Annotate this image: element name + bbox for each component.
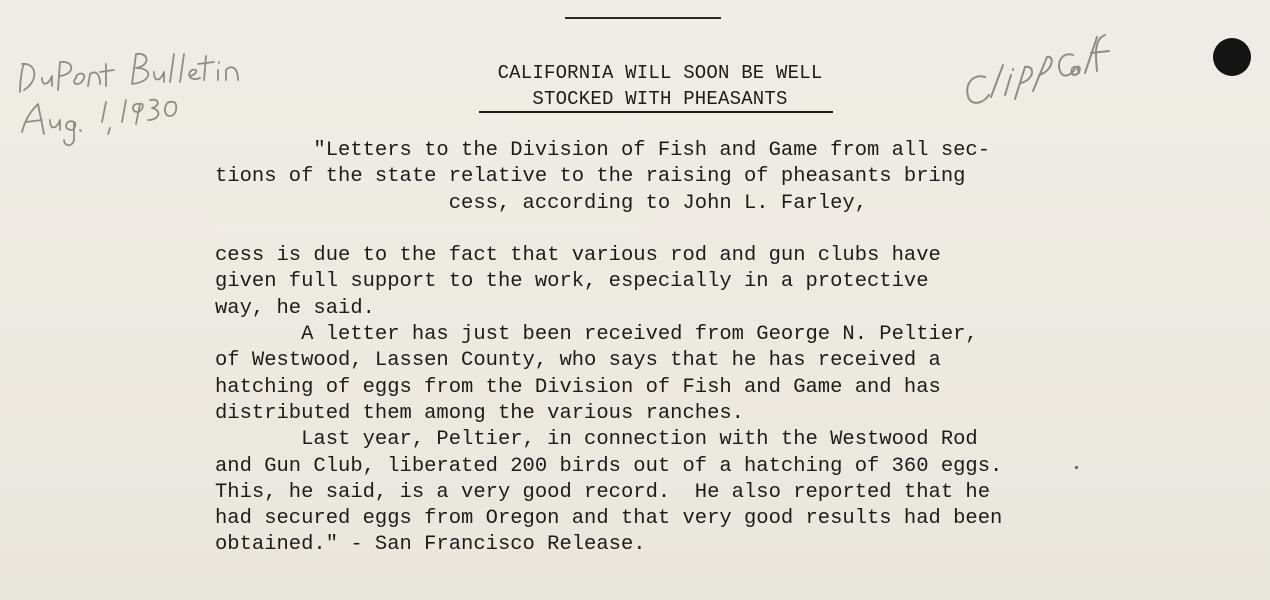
top-rule <box>565 17 721 19</box>
body-line-damaged <box>215 217 1035 243</box>
body-line: distributed them among the various ranches. <box>215 401 744 425</box>
headline-underline <box>479 111 833 113</box>
body-line: tions of the state relative to the raising of pheasants bring <box>215 165 966 189</box>
headline-line-1: CALIFORNIA WILL SOON BE WELL <box>497 62 823 84</box>
body-line: This, he said, is a very good record. He also reported that he <box>215 480 991 504</box>
body-line: hatching of eggs from the Division of Fish and Game and has <box>215 375 941 399</box>
body-line: way, he said. <box>215 296 375 320</box>
body-line: given full support to the work, especially in a protective <box>215 270 929 294</box>
body-line: obtained." - San Francisco Release. <box>215 533 646 557</box>
body-line: Last year, Peltier, in connection with the Westwood Rod <box>215 428 978 452</box>
article-body <box>215 138 1035 559</box>
paper-tear-mask <box>215 217 645 229</box>
body-line: and Gun Club, liberated 200 birds out of a hatching of 360 eggs. <box>215 454 1003 478</box>
body-line: "Letters to the Division of Fish and Game from all sec- <box>215 139 991 162</box>
handwritten-note-source <box>14 40 254 150</box>
headline-line-2: STOCKED WITH PHEASANTS <box>532 88 788 110</box>
paper-speck <box>1075 466 1078 469</box>
headline <box>440 60 880 112</box>
body-line: cess, according to John L. Farley, <box>215 191 868 215</box>
body-line: cess is due to the fact that various rod and gun clubs have <box>215 244 941 268</box>
body-line: A letter has just been received from George N. Peltier, <box>215 323 978 347</box>
body-line: had secured eggs from Oregon and that very good results had been <box>215 507 1003 531</box>
body-line: of Westwood, Lassen County, who says that he has received a <box>215 349 941 373</box>
punch-hole <box>1213 38 1251 76</box>
handwritten-note-clip <box>955 15 1120 115</box>
